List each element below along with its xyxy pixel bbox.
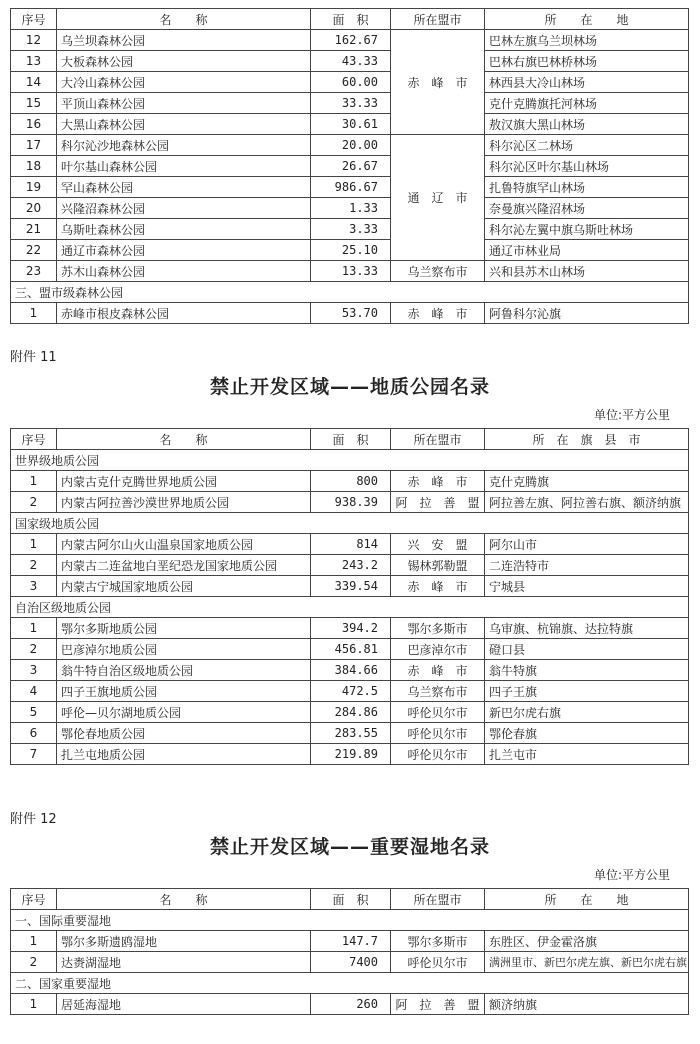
- row-city: 呼伦贝尔市: [391, 952, 485, 973]
- row-location: 奈曼旗兴隆沼林场: [485, 198, 689, 219]
- unit-label: 单位:平方公里: [593, 408, 670, 422]
- row-name: 通辽市森林公园: [57, 240, 311, 261]
- row-location: 四子王旗: [485, 681, 689, 702]
- row-name: 平顶山森林公园: [57, 93, 311, 114]
- row-name: 科尔沁沙地森林公园: [57, 135, 311, 156]
- row-location: 鄂伦春旗: [485, 723, 689, 744]
- row-city: 巴彦淖尔市: [391, 639, 485, 660]
- row-location: 东胜区、伊金霍洛旗: [485, 931, 689, 952]
- table-row: [11, 471, 689, 492]
- row-area: 284.86: [311, 702, 391, 723]
- row-location: 扎兰屯市: [485, 744, 689, 765]
- section-row: [11, 973, 689, 994]
- row-area: 260: [311, 994, 391, 1015]
- row-location: 阿拉善左旗、阿拉善右旗、额济纳旗: [485, 492, 689, 513]
- row-area: 814: [311, 534, 391, 555]
- row-no: 23: [11, 261, 57, 282]
- row-area: 162.67: [311, 30, 391, 51]
- row-location: 巴林左旗乌兰坝林场: [485, 30, 689, 51]
- row-area: 30.61: [311, 114, 391, 135]
- row-location: 扎鲁特旗罕山林场: [485, 177, 689, 198]
- col-header-location: 所 在 地: [485, 889, 689, 910]
- row-city: 乌兰察布市: [391, 261, 485, 282]
- row-area: 339.54: [311, 576, 391, 597]
- table-row: [11, 660, 689, 681]
- table-row: [11, 261, 689, 282]
- row-location: 敖汉旗大黑山林场: [485, 114, 689, 135]
- geopark-table: [10, 428, 689, 765]
- col-header-name: 名 称: [57, 889, 311, 910]
- table-row: [11, 681, 689, 702]
- row-name: 苏木山森林公园: [57, 261, 311, 282]
- row-area: 53.70: [311, 303, 391, 324]
- row-area: 938.39: [311, 492, 391, 513]
- row-no: 2: [11, 555, 57, 576]
- table-row: [11, 702, 689, 723]
- row-no: 13: [11, 51, 57, 72]
- col-header-city: 所在盟市: [391, 429, 485, 450]
- row-name: 鄂尔多斯遗鸥湿地: [57, 931, 311, 952]
- row-location: 科尔沁区二林场: [485, 135, 689, 156]
- row-name: 鄂尔多斯地质公园: [57, 618, 311, 639]
- row-city: 兴 安 盟: [391, 534, 485, 555]
- table-row: [11, 30, 689, 51]
- row-area: 7400: [311, 952, 391, 973]
- section-title: 国家级地质公园: [11, 513, 689, 534]
- row-city: 赤 峰 市: [391, 303, 485, 324]
- row-area: 243.2: [311, 555, 391, 576]
- row-no: 1: [11, 994, 57, 1015]
- table-row: [11, 618, 689, 639]
- row-city: 赤 峰 市: [391, 30, 485, 135]
- row-no: 22: [11, 240, 57, 261]
- row-city: 赤 峰 市: [391, 660, 485, 681]
- col-header-name: 名 称: [57, 9, 311, 30]
- row-no: 14: [11, 72, 57, 93]
- row-no: 2: [11, 952, 57, 973]
- section-row: [11, 450, 689, 471]
- col-header-area: 面 积: [311, 889, 391, 910]
- row-city: 锡林郭勒盟: [391, 555, 485, 576]
- row-city: 鄂尔多斯市: [391, 931, 485, 952]
- row-name: 内蒙古阿尔山火山温泉国家地质公园: [57, 534, 311, 555]
- row-no: 1: [11, 931, 57, 952]
- row-location: 额济纳旗: [485, 994, 689, 1015]
- row-area: 394.2: [311, 618, 391, 639]
- col-header-area: 面 积: [311, 9, 391, 30]
- page-title: 禁止开发区域——地质公园名录: [209, 376, 490, 398]
- row-no: 4: [11, 681, 57, 702]
- row-area: 384.66: [311, 660, 391, 681]
- section-row: [11, 513, 689, 534]
- row-no: 2: [11, 492, 57, 513]
- row-no: 5: [11, 702, 57, 723]
- row-no: 15: [11, 93, 57, 114]
- section-title: 三、盟市级森林公园: [11, 282, 689, 303]
- table-row: [11, 72, 689, 93]
- row-no: 1: [11, 303, 57, 324]
- row-no: 3: [11, 576, 57, 597]
- row-city: 赤 峰 市: [391, 471, 485, 492]
- row-area: 26.67: [311, 156, 391, 177]
- row-city: 呼伦贝尔市: [391, 702, 485, 723]
- table-header-row: [11, 9, 689, 30]
- section-title: 世界级地质公园: [11, 450, 689, 471]
- row-city: 呼伦贝尔市: [391, 744, 485, 765]
- row-area: 25.10: [311, 240, 391, 261]
- row-name: 内蒙古宁城国家地质公园: [57, 576, 311, 597]
- annex-label: 附件 12: [10, 812, 57, 827]
- row-location: 通辽市林业局: [485, 240, 689, 261]
- unit-label: 单位:平方公里: [593, 868, 670, 882]
- col-header-no: 序号: [11, 429, 57, 450]
- table-row: [11, 534, 689, 555]
- table-row: [11, 135, 689, 156]
- row-area: 1.33: [311, 198, 391, 219]
- row-city: 阿 拉 善 盟: [391, 492, 485, 513]
- row-area: 60.00: [311, 72, 391, 93]
- row-city: 乌兰察布市: [391, 681, 485, 702]
- row-no: 17: [11, 135, 57, 156]
- row-name: 内蒙古阿拉善沙漠世界地质公园: [57, 492, 311, 513]
- row-name: 乌兰坝森林公园: [57, 30, 311, 51]
- annex-label: 附件 11: [10, 350, 57, 365]
- table-row: [11, 555, 689, 576]
- row-area: 33.33: [311, 93, 391, 114]
- row-city: 鄂尔多斯市: [391, 618, 485, 639]
- row-city: 呼伦贝尔市: [391, 723, 485, 744]
- row-area: 13.33: [311, 261, 391, 282]
- row-no: 3: [11, 660, 57, 681]
- row-name: 赤峰市根皮森林公园: [57, 303, 311, 324]
- row-city: 阿 拉 善 盟: [391, 994, 485, 1015]
- row-no: 2: [11, 639, 57, 660]
- table-row: [11, 198, 689, 219]
- row-no: 19: [11, 177, 57, 198]
- row-name: 内蒙古克什克腾世界地质公园: [57, 471, 311, 492]
- row-name: 巴彦淖尔地质公园: [57, 639, 311, 660]
- row-area: 800: [311, 471, 391, 492]
- row-name: 罕山森林公园: [57, 177, 311, 198]
- row-name: 翁牛特自治区级地质公园: [57, 660, 311, 681]
- table-header-row: [11, 429, 689, 450]
- table-row: [11, 492, 689, 513]
- row-area: 3.33: [311, 219, 391, 240]
- row-location: 科尔沁左翼中旗乌斯吐林场: [485, 219, 689, 240]
- row-city: 赤 峰 市: [391, 576, 485, 597]
- row-location: 克什克腾旗: [485, 471, 689, 492]
- col-header-no: 序号: [11, 889, 57, 910]
- row-location: 科尔沁区叶尔基山林场: [485, 156, 689, 177]
- row-name: 达赉湖湿地: [57, 952, 311, 973]
- row-name: 大冷山森林公园: [57, 72, 311, 93]
- row-location: 宁城县: [485, 576, 689, 597]
- row-location: 满洲里市、新巴尔虎左旗、新巴尔虎右旗: [485, 952, 689, 973]
- section-row: [11, 597, 689, 618]
- row-area: 147.7: [311, 931, 391, 952]
- col-header-city: 所在盟市: [391, 889, 485, 910]
- table-header-row: [11, 889, 689, 910]
- col-header-area: 面 积: [311, 429, 391, 450]
- page-title: 禁止开发区域——重要湿地名录: [209, 836, 490, 858]
- row-no: 7: [11, 744, 57, 765]
- row-no: 1: [11, 471, 57, 492]
- row-no: 16: [11, 114, 57, 135]
- section-title: 自治区级地质公园: [11, 597, 689, 618]
- col-header-name: 名 称: [57, 429, 311, 450]
- col-header-location: 所 在 地: [485, 9, 689, 30]
- row-location: 翁牛特旗: [485, 660, 689, 681]
- forest-park-table: [10, 8, 689, 324]
- row-no: 1: [11, 534, 57, 555]
- row-name: 叶尔基山森林公园: [57, 156, 311, 177]
- row-location: 林西县大冷山林场: [485, 72, 689, 93]
- row-no: 21: [11, 219, 57, 240]
- row-area: 43.33: [311, 51, 391, 72]
- row-location: 克什克腾旗托河林场: [485, 93, 689, 114]
- row-name: 鄂伦春地质公园: [57, 723, 311, 744]
- row-name: 四子王旗地质公园: [57, 681, 311, 702]
- row-name: 内蒙古二连盆地白垩纪恐龙国家地质公园: [57, 555, 311, 576]
- section-title: 一、国际重要湿地: [11, 910, 689, 931]
- row-location: 新巴尔虎右旗: [485, 702, 689, 723]
- table-row: [11, 639, 689, 660]
- table-row: [11, 931, 689, 952]
- wetland-table: [10, 888, 689, 1015]
- table-row: [11, 744, 689, 765]
- table-row: [11, 177, 689, 198]
- section-title: 二、国家重要湿地: [11, 973, 689, 994]
- row-area: 456.81: [311, 639, 391, 660]
- row-no: 18: [11, 156, 57, 177]
- row-name: 兴隆沼森林公园: [57, 198, 311, 219]
- row-area: 283.55: [311, 723, 391, 744]
- table-row: [11, 156, 689, 177]
- row-area: 986.67: [311, 177, 391, 198]
- table-row: [11, 994, 689, 1015]
- table-row: [11, 114, 689, 135]
- table-row: [11, 952, 689, 973]
- col-header-city: 所在盟市: [391, 9, 485, 30]
- row-no: 6: [11, 723, 57, 744]
- row-location: 阿尔山市: [485, 534, 689, 555]
- section-row: [11, 910, 689, 931]
- row-name: 扎兰屯地质公园: [57, 744, 311, 765]
- col-header-no: 序号: [11, 9, 57, 30]
- table-row: [11, 576, 689, 597]
- table-row: [11, 93, 689, 114]
- row-no: 12: [11, 30, 57, 51]
- table-row: [11, 723, 689, 744]
- row-name: 呼伦—贝尔湖地质公园: [57, 702, 311, 723]
- row-name: 大黑山森林公园: [57, 114, 311, 135]
- row-location: 乌审旗、杭锦旗、达拉特旗: [485, 618, 689, 639]
- row-city: 通 辽 市: [391, 135, 485, 261]
- row-location: 磴口县: [485, 639, 689, 660]
- table-row: [11, 303, 689, 324]
- row-name: 大板森林公园: [57, 51, 311, 72]
- row-location: 兴和县苏木山林场: [485, 261, 689, 282]
- table-row: [11, 51, 689, 72]
- row-area: 472.5: [311, 681, 391, 702]
- row-location: 阿鲁科尔沁旗: [485, 303, 689, 324]
- col-header-county: 所 在 旗 县 市: [485, 429, 689, 450]
- row-no: 20: [11, 198, 57, 219]
- section-row: [11, 282, 689, 303]
- table-row: [11, 219, 689, 240]
- row-area: 20.00: [311, 135, 391, 156]
- row-no: 1: [11, 618, 57, 639]
- row-location: 二连浩特市: [485, 555, 689, 576]
- row-location: 巴林右旗巴林桥林场: [485, 51, 689, 72]
- row-name: 居延海湿地: [57, 994, 311, 1015]
- row-area: 219.89: [311, 744, 391, 765]
- table-row: [11, 240, 689, 261]
- row-name: 乌斯吐森林公园: [57, 219, 311, 240]
